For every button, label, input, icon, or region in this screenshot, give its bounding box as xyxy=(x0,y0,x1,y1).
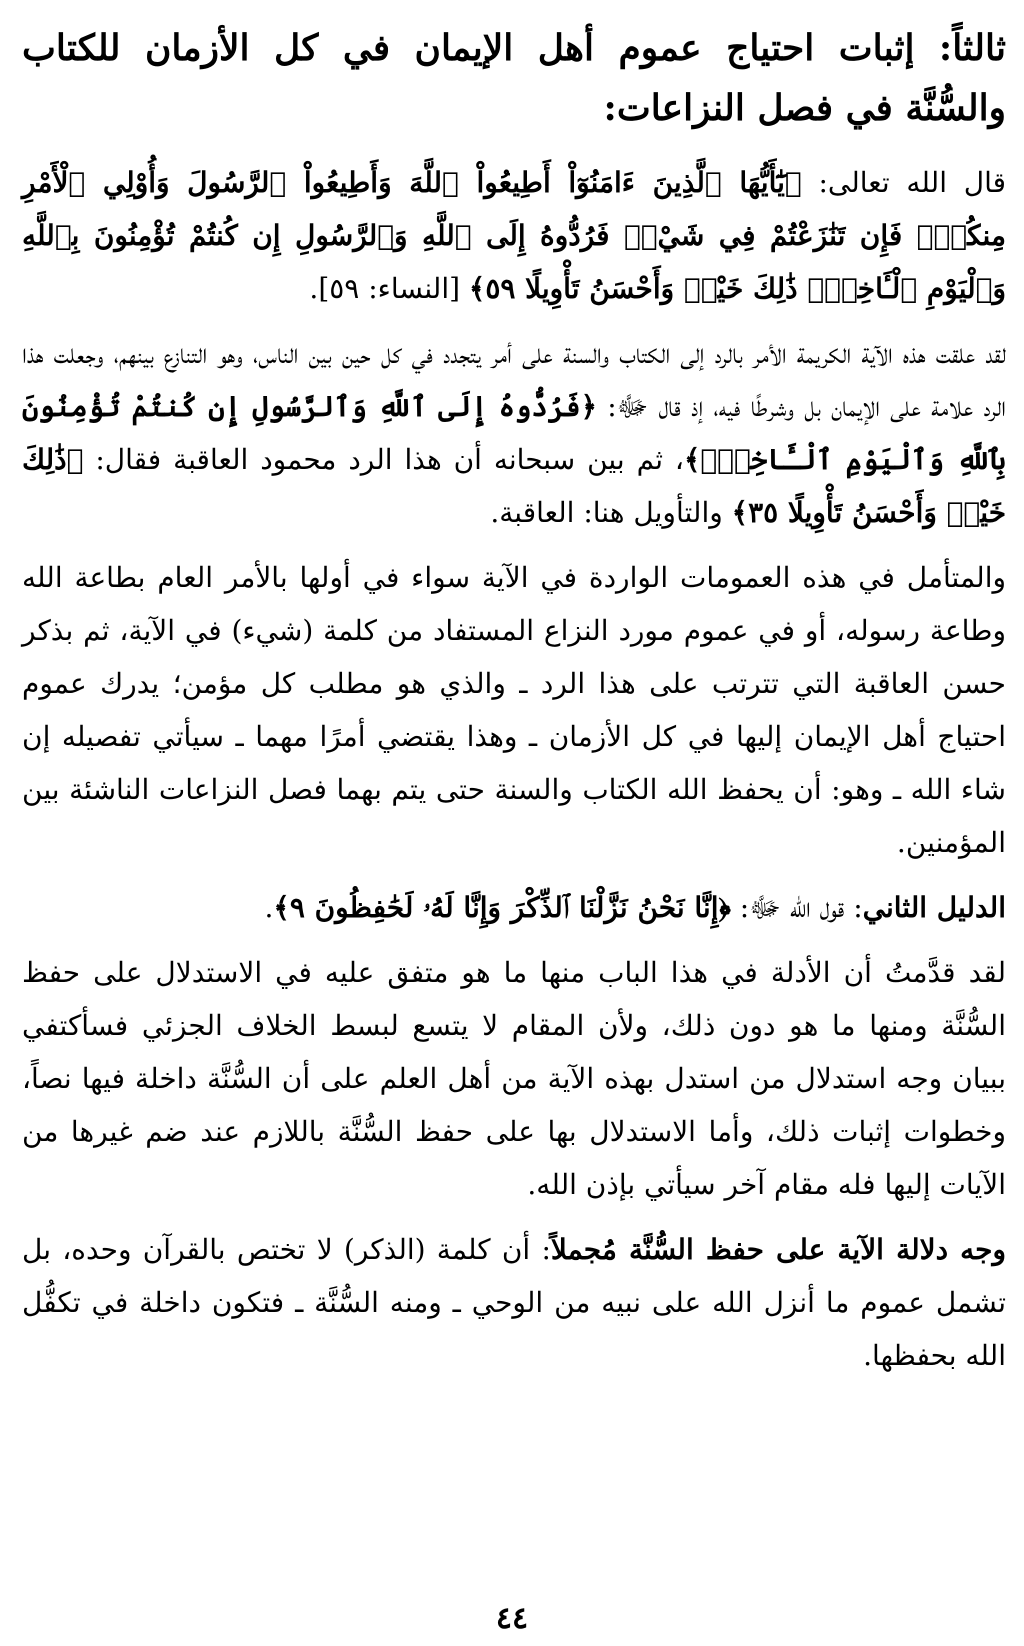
paragraph-second-evidence xyxy=(22,881,1006,934)
text-segment: : أن كلمة (الذكر) لا تختص بالقرآن وحده، بل تشمل عموم ما أنزل الله على نبيه من الوحي ـ ومنه السُّنَّة ـ فتكون داخلة في تكفُّل الله بحفظها. xyxy=(22,1233,1006,1372)
text-segment: لقد علقت هذه الآية الكريمة الأمر بالرد إلى الكتاب والسنة على أمر يتجدد في كل حين بين الناس، وهو التنازع بينهم، وجعلت هذا الرد علامة على الإيمان بل وشرطًا فيه، إذ قال ﷻ: xyxy=(22,337,1006,423)
page-number: ٤٤ xyxy=(495,1601,529,1636)
paragraph-indication xyxy=(22,1223,1006,1382)
paragraph-explanation xyxy=(22,327,1006,539)
intro-text: قال الله تعالى: xyxy=(801,166,1006,199)
indication-label: وجه دلالة الآية على حفظ السُّنَّة مُجملاً xyxy=(550,1233,1006,1266)
quran-verse: ﴿ذَٰلِكَ خَيْرٞ وَأَحْسَنُ تَأْوِيلًا ٣٥﴾ xyxy=(22,443,1006,529)
text-segment: : قول الله ﷻ: xyxy=(730,891,863,924)
verse-reference: [النساء: ٥٩]. xyxy=(309,272,469,305)
quran-verse: ﴿يَٰٓأَيُّهَا ٱلَّذِينَ ءَامَنُوٓاْ أَطِيعُواْ ٱللَّهَ وَأَطِيعُواْ ٱلرَّسُولَ وَأُوْلِي ٱلْأَمْرِ مِنكُمْۖ فَإِن تَنَٰزَعْتُمْ فِي شَيْءٖ فَرُدُّوهُ إِلَى ٱللَّهِ وَٱلرَّسُولِ إِن كُنتُمْ تُؤْمِنُونَ بِٱللَّهِ وَٱلْيَوْمِ ٱلْـَٔاخِرِۚ ذَٰلِكَ خَيْرٞ وَأَحْسَنُ تَأْوِيلًا ٥٩﴾ xyxy=(22,166,1006,305)
text-segment: ، ثم بين سبحانه أن هذا الرد محمود العاقبة فقال: xyxy=(83,443,684,476)
text-segment: والتأويل هنا: العاقبة. xyxy=(490,496,732,529)
quran-verse: ﴿فَرُدُّوهُ إِلَى ٱللَّهِ وَٱلرَّسُولِ إِن كُنتُمْ تُؤْمِنُونَ بِٱللَّهِ وَٱلْيَوْمِ ٱلْـَٔاخِرِۚ﴾ xyxy=(22,390,1006,476)
paragraph-preface: لقد قدَّمتُ أن الأدلة في هذا الباب منها ما هو متفق عليه في الاستدلال على حفظ السُّنَّة ومنها ما هو دون ذلك، ولأن المقام لا يتسع لبسط الخلاف الجزئي فسأكتفي ببيان وجه استدلال من استدل بهذه الآية من أهل العلم على أن السُّنَّة داخلة فيها نصاً، وخطوات إثبات ذلك، وأما الاستدلال بها على حفظ السُّنَّة باللازم عند ضم غيرها من الآيات إليها فله مقام آخر سيأتي بإذن الله. xyxy=(22,956,1007,1201)
quran-verse: ﴿إِنَّا نَحْنُ نَزَّلْنَا ٱلذِّكْرَ وَإِنَّا لَهُۥ لَحَٰفِظُونَ ٩﴾ xyxy=(273,891,731,924)
text-segment: . xyxy=(264,891,274,924)
section-heading: ثالثاً: إثبات احتياج عموم أهل الإيمان في كل الأزمان للكتاب والسُّنَّة في فصل النزاعات: xyxy=(22,27,1006,129)
evidence-label: الدليل الثاني xyxy=(862,891,1006,924)
paragraph-reflection: والمتأمل في هذه العمومات الواردة في الآية سواء في أولها بالأمر العام بطاعة الله وطاعة رسوله، أو في عموم مورد النزاع المستفاد من كلمة (شيء) في الآية، ثم بذكر حسن العاقبة التي تترتب على هذا الرد ـ والذي هو مطلب كل مؤمن؛ يدرك عموم احتياج أهل الإيمان إليها في كل الأزمان ـ وهذا يقتضي أمرًا مهما ـ سيأتي تفصيله إن شاء الله ـ وهو: أن يحفظ الله الكتاب والسنة حتى يتم بهما فصل النزاعات الناشئة بين المؤمنين. xyxy=(22,561,1006,859)
paragraph-verse-intro xyxy=(22,156,1006,315)
